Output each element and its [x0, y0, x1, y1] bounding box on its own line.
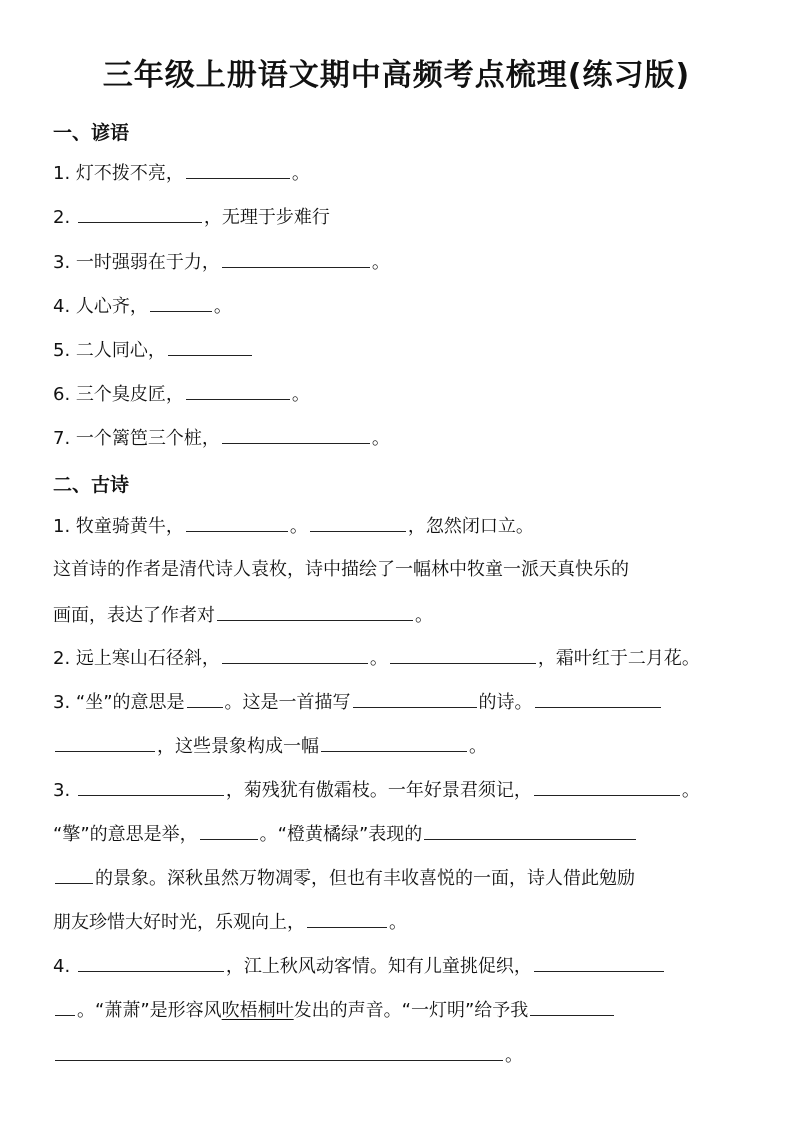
proverb-text: ，无理于步难行 — [203, 207, 330, 228]
poem-text: 。“橙黄橘绿”表现的 — [259, 824, 423, 845]
section-heading-poems: 二、古诗 — [53, 474, 130, 496]
proverb-text: 。 — [371, 428, 390, 449]
proverb-text: 。 — [371, 252, 390, 273]
answer-blank[interactable] — [390, 646, 536, 664]
poem-text: 。 — [505, 1045, 523, 1066]
proverb-item-1 — [53, 161, 310, 186]
poem-text: 的诗。 — [478, 692, 533, 713]
underlined-text: 吹梧桐叶 — [221, 1000, 294, 1021]
answer-blank[interactable] — [55, 1043, 503, 1061]
poem-text: 。 — [289, 516, 308, 537]
answer-blank[interactable] — [307, 910, 387, 928]
proverb-text: 7. 一个篱笆三个桩， — [53, 428, 220, 449]
poem-text: 这首诗的作者是清代诗人袁枚，诗中描绘了一幅林中牧童一派天真快乐的 — [53, 559, 629, 580]
proverb-text: 5. 二人同心， — [53, 340, 166, 361]
proverb-item-5 — [53, 338, 254, 363]
poem-line-6 — [53, 734, 487, 759]
answer-blank[interactable] — [310, 514, 406, 532]
answer-blank[interactable] — [78, 778, 224, 796]
poem-text: 。 — [369, 648, 388, 669]
poem-text: 1. 牧童骑黄牛， — [53, 516, 184, 537]
poem-line-1 — [53, 514, 534, 539]
proverb-text: 4. 人心齐， — [53, 296, 148, 317]
proverb-text: 3. 一时强弱在于力， — [53, 252, 220, 273]
proverb-text: 1. 灯不拨不亮， — [53, 163, 184, 184]
poem-text: 。 — [469, 736, 487, 757]
answer-blank[interactable] — [534, 954, 664, 972]
answer-blank[interactable] — [187, 690, 223, 708]
poem-text: ，菊残犹有傲霜枝。一年好景君须记， — [225, 780, 532, 801]
poem-line-3 — [53, 603, 433, 628]
answer-blank[interactable] — [186, 514, 288, 532]
answer-blank[interactable] — [186, 382, 290, 400]
poem-text: 画面，表达了作者对 — [53, 605, 215, 626]
answer-blank[interactable] — [217, 603, 413, 621]
poem-line-13 — [53, 1043, 523, 1068]
answer-blank[interactable] — [78, 954, 224, 972]
answer-blank[interactable] — [186, 161, 290, 179]
poem-line-8 — [53, 822, 638, 847]
poem-text: ，这些景象构成一幅 — [157, 736, 319, 757]
poem-text: 2. 远上寒山石径斜， — [53, 648, 220, 669]
poem-text: 。这是一首描写 — [224, 692, 351, 713]
answer-blank[interactable] — [535, 690, 661, 708]
poem-text: 的景象。深秋虽然万物凋零，但也有丰收喜悦的一面，诗人借此勉励 — [95, 868, 635, 889]
proverb-item-6 — [53, 382, 310, 407]
poem-text: 3. — [53, 780, 76, 801]
proverb-text: 2. — [53, 207, 76, 228]
answer-blank[interactable] — [222, 426, 370, 444]
answer-blank[interactable] — [78, 205, 202, 223]
proverb-item-4 — [53, 294, 232, 319]
poem-text: ，霜叶红于二月花。 — [537, 648, 700, 669]
poem-text: ，江上秋风动客情。知有儿童挑促织， — [225, 956, 532, 977]
section-heading-proverbs: 一、谚语 — [53, 122, 130, 144]
answer-blank[interactable] — [321, 734, 467, 752]
poem-line-2 — [53, 558, 629, 582]
proverb-item-7 — [53, 426, 390, 451]
poem-line-11 — [53, 954, 666, 979]
answer-blank[interactable] — [530, 998, 614, 1016]
poem-line-12 — [53, 998, 616, 1023]
poem-text: 。 — [389, 912, 407, 933]
proverb-text: 6. 三个臭皮匠， — [53, 384, 184, 405]
poem-text: 。“萧萧”是形容风 — [77, 1000, 222, 1021]
answer-blank[interactable] — [534, 778, 680, 796]
proverb-text: 。 — [213, 296, 232, 317]
poem-text: 3. “坐”的意思是 — [53, 692, 185, 713]
answer-blank[interactable] — [200, 822, 258, 840]
poem-line-10 — [53, 910, 407, 935]
page-title: 三年级上册语文期中高频考点梳理(练习版) — [102, 58, 691, 93]
poem-text: “擎”的意思是举， — [53, 824, 198, 845]
poem-line-7 — [53, 778, 700, 803]
poem-text: 朋友珍惜大好时光，乐观向上， — [53, 912, 305, 933]
poem-text: 4. — [53, 956, 76, 977]
poem-line-4 — [53, 646, 700, 671]
answer-blank[interactable] — [222, 646, 368, 664]
proverb-item-3 — [53, 250, 390, 275]
answer-blank[interactable] — [55, 866, 93, 884]
poem-text: ，忽然闭口立。 — [407, 516, 534, 537]
poem-text: 。 — [681, 780, 700, 801]
proverb-item-2 — [53, 205, 330, 230]
proverb-text: 。 — [291, 163, 310, 184]
poem-text: 。 — [415, 605, 433, 626]
poem-text: 发出的声音。“一灯明”给予我 — [293, 1000, 529, 1021]
poem-line-5 — [53, 690, 663, 715]
proverb-text: 。 — [291, 384, 310, 405]
answer-blank[interactable] — [150, 294, 212, 312]
answer-blank[interactable] — [353, 690, 477, 708]
answer-blank[interactable] — [168, 338, 252, 356]
answer-blank[interactable] — [222, 250, 370, 268]
answer-blank[interactable] — [55, 734, 155, 752]
answer-blank[interactable] — [424, 822, 636, 840]
answer-blank[interactable] — [55, 998, 75, 1016]
poem-line-9 — [53, 866, 635, 891]
